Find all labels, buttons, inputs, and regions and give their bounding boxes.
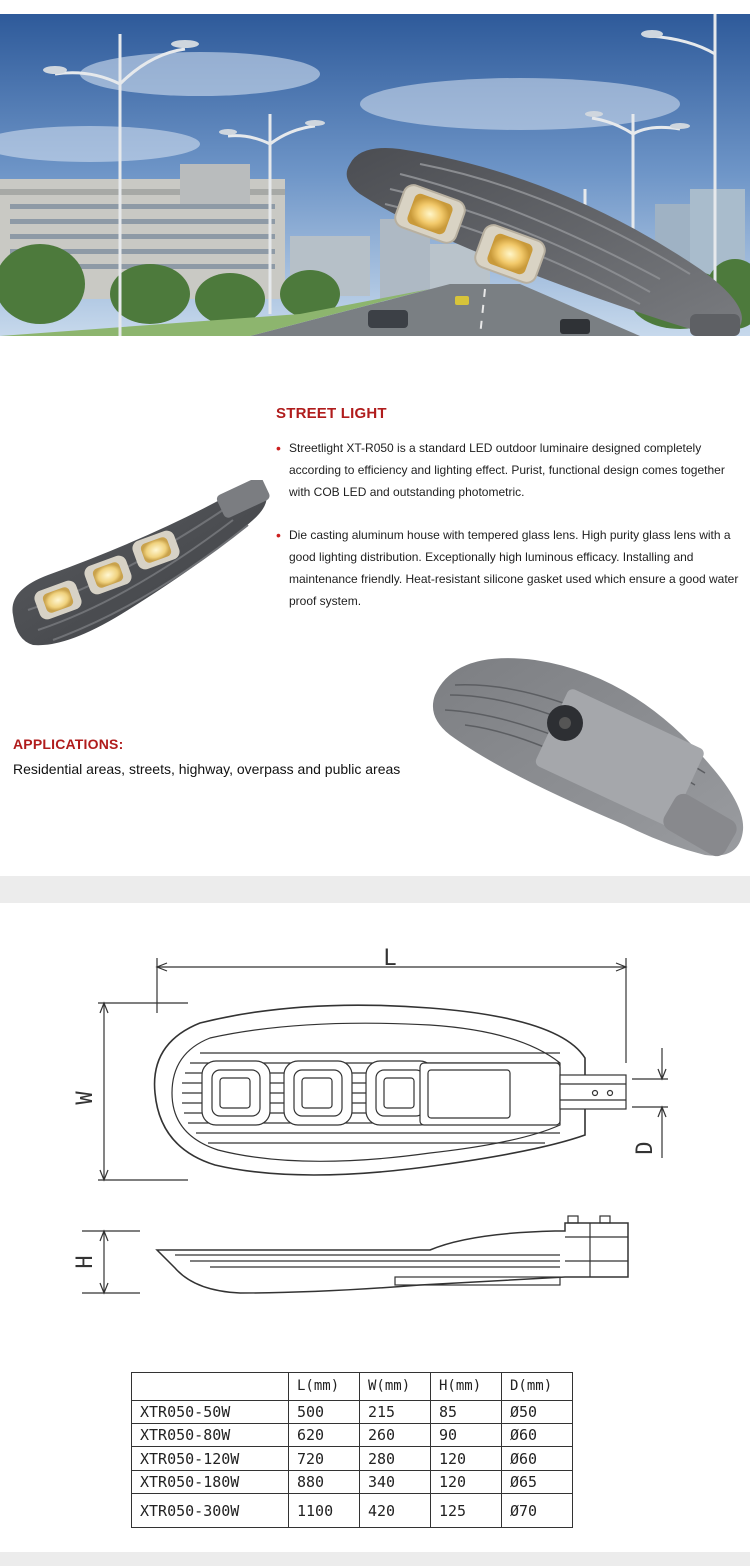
table-row [132,1400,573,1423]
table-cell: 120 [431,1470,502,1493]
table-cell: 420 [360,1494,431,1528]
feature-text: Streetlight XT-R050 is a standard LED outdoor luminaire designed completely according to efficiency and lighting effect. Purist, functional design comes together with COB LED and outstanding photometric. [289,441,725,499]
hero-banner [0,14,750,336]
table-cell: 260 [360,1423,431,1446]
table-row [132,1423,573,1446]
table-cell: Ø65 [502,1470,573,1493]
table-cell: Ø60 [502,1423,573,1446]
table-cell: 120 [431,1447,502,1470]
table-cell: 720 [289,1447,360,1470]
table-cell: 125 [431,1494,502,1528]
table-header-cell: H(mm) [431,1373,502,1401]
applications-text: Residential areas, streets, highway, overpass and public areas [13,761,401,777]
table-cell: 1100 [289,1494,360,1528]
dimension-drawing [0,903,750,1363]
spec-table [131,1372,573,1528]
section-title: STREET LIGHT [276,405,387,422]
table-cell: 215 [360,1400,431,1423]
table-cell: 500 [289,1400,360,1423]
table-row [132,1470,573,1493]
section-divider [0,876,750,903]
feature-bullet [276,437,746,503]
table-cell: Ø50 [502,1400,573,1423]
street-light-top-view-image [8,480,278,660]
table-row [132,1447,573,1470]
table-cell: 280 [360,1447,431,1470]
table-row [132,1494,573,1528]
feature-text: Die casting aluminum house with tempered glass lens. High purity glass lens with a good lighting distribution. Exceptionally high luminous efficacy. Installing and maintenance friendly. Heat-resistant silicone gasket used which ensure a good water proof system. [289,528,739,608]
model-cell: XTR050-180W [132,1470,289,1493]
table-header-cell: W(mm) [360,1373,431,1401]
feature-bullet [276,524,746,612]
table-cell: Ø70 [502,1494,573,1528]
model-cell: XTR050-300W [132,1494,289,1528]
dimension-label-length: L [383,946,397,971]
table-header-cell: L(mm) [289,1373,360,1401]
table-cell: 880 [289,1470,360,1493]
section-divider [0,1552,750,1566]
dimension-label-width: W [73,1091,98,1105]
bullet-dot-icon: • [276,527,281,543]
model-cell: XTR050-50W [132,1400,289,1423]
table-cell: 620 [289,1423,360,1446]
table-cell: 90 [431,1423,502,1446]
table-cell: 340 [360,1470,431,1493]
model-cell: XTR050-120W [132,1447,289,1470]
table-header-cell: D(mm) [502,1373,573,1401]
street-scene-image [0,14,750,336]
table-header-row [132,1373,573,1401]
model-cell: XTR050-80W [132,1423,289,1446]
table-header-cell [132,1373,289,1401]
dimension-label-diameter: D [633,1141,658,1155]
table-cell: Ø60 [502,1447,573,1470]
applications-title: APPLICATIONS: [13,736,124,752]
table-cell: 85 [431,1400,502,1423]
street-light-back-view-image [425,655,750,870]
dimension-label-height: H [73,1255,98,1269]
bullet-dot-icon: • [276,440,281,456]
